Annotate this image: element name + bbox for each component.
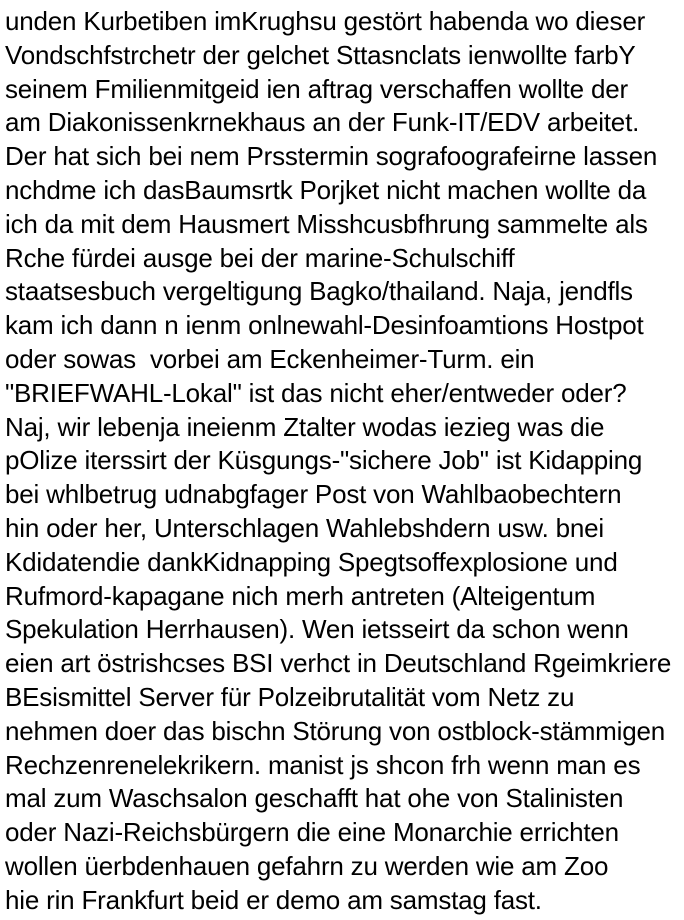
text-line: hin oder her, Unterschlagen Wahlebshdern usw. bnei [5,512,604,543]
text-line: oder Nazi-Reichsbürgern die eine Monarchie errichten [5,817,619,848]
text-line: seinem Fmilienmitgeid ien aftrag verschaffen wollte der [5,73,628,104]
text-line: am Diakonissenkrnekhaus an der Funk-IT/EDV arbeitet. [5,107,640,138]
text-line: Naj, wir lebenja ineienm Ztalter wodas iezieg was die [5,411,605,442]
text-line: Der hat sich bei nem Prsstermin sografoografeirne lassen [5,141,658,172]
text-line: pOlize iterssirt der Küsgungs-"sichere Job" ist Kidapping [5,445,643,476]
text-line: unden Kurbetiben imKrughsu gestört habenda wo dieser [5,6,646,36]
text-line: Rechzenrenelekrikern. manist js shcon frh wenn man es [5,749,641,780]
text-line: oder sowas vorbei am Eckenheimer-Turm. ein [5,343,535,374]
text-line: Spekulation Herrhausen). Wen ietsseirt da schon wenn [5,614,629,645]
text-line: Rufmord-kapagane nich merh antreten (Alteigentum [5,580,596,611]
text-line: "BRIEFWAHL-Lokal" ist das nicht eher/entweder oder? [5,377,627,408]
text-line: mal zum Waschsalon geschafft hat ohe von Stalinisten [5,783,624,814]
text-line: Rche fürdei ausge bei der marine-Schulschiff [5,242,515,273]
text-line: kam ich dann n ienm onlnewahl-Desinfoamtions Hostpot [5,310,644,341]
text-line: Kdidatendie dankKidnapping Spegtsoffexplosione und [5,546,618,577]
text-line: eien art östrishcses BSI verhct in Deutschland Rgeimkriere [5,648,672,679]
text-document [5,5,680,918]
text-line: ich da mit dem Hausmert Misshcusbfhrung sammelte als [5,208,648,239]
text-line: staatsesbuch vergeltigung Bagko/thailand. Naja, jendfls [5,276,633,307]
text-line: hie rin Frankfurt beid er demo am samstag fast. [5,884,542,915]
text-line: bei whlbetrug udnabgfager Post von Wahlbaobechtern [5,479,622,510]
text-line: Vondschfstrchetr der gelchet Sttasnclats ienwollte farbY [5,39,636,70]
text-line: wollen üerbdenhauen gefahrn zu werden wie am Zoo [5,850,609,881]
text-line: BEsismittel Server für Polzeibrutalität vom Netz zu [5,681,575,712]
text-line: nehmen doer das bischn Störung von ostblock-stämmigen [5,715,665,746]
text-line: nchdme ich dasBaumsrtk Porjket nicht machen wollte da [5,174,647,205]
